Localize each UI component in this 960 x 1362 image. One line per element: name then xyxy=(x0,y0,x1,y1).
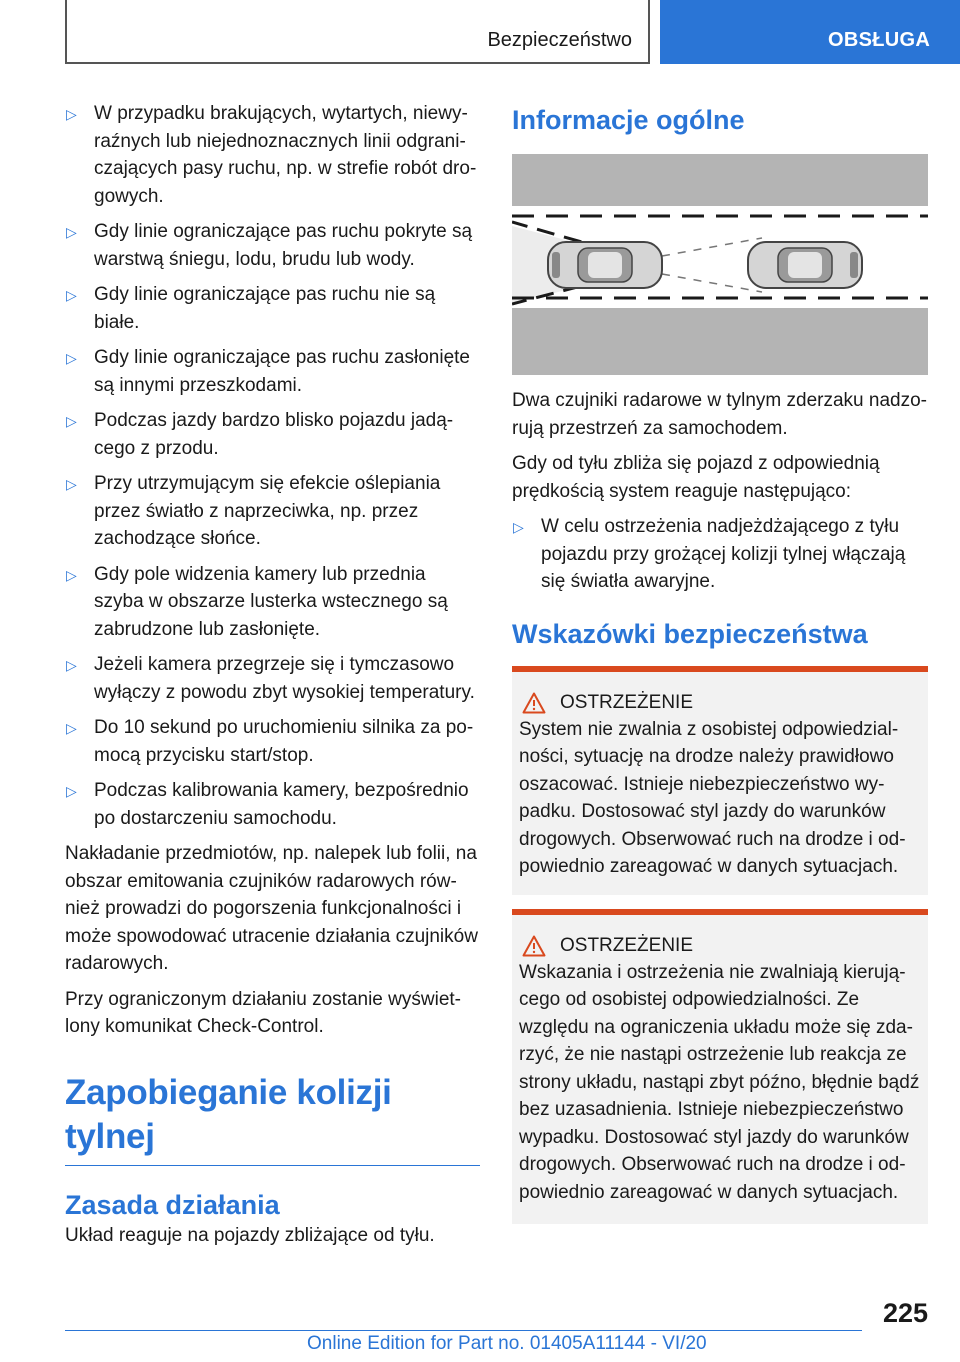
reaction-list xyxy=(512,513,928,596)
warning-box xyxy=(512,666,928,895)
list-item: ▷ Gdy linie ograniczające pas ruchu zasłonięte są innymi przeszkodami. xyxy=(66,347,470,396)
limitations-list xyxy=(65,100,480,832)
warning-triangle-icon xyxy=(522,935,546,957)
triangle-bullet-icon: ▷ xyxy=(66,287,77,303)
list-item: ▷ Gdy linie ograniczające pas ruchu pokryte są warstwą śniegu, lodu, brudu lub wody. xyxy=(66,221,473,270)
right-column xyxy=(512,100,928,1238)
triangle-bullet-icon: ▷ xyxy=(66,566,77,583)
triangle-bullet-icon: ▷ xyxy=(66,720,77,736)
list-item: ▷ Jeżeli kamera przegrzeje się i tymczasowo wyłączy z powodu zbyt wysokiej temperatury. xyxy=(66,654,475,703)
triangle-bullet-icon: ▷ xyxy=(66,350,77,366)
road-with-cars-image xyxy=(512,154,928,375)
list-item: ▷ Do 10 sekund po uruchomieniu silnika za pomocą przycisku start/stop. xyxy=(66,717,474,766)
warning-title: OSTRZEŻENIE xyxy=(560,691,694,713)
triangle-bullet-icon: ▷ xyxy=(513,519,524,535)
heading-safety-notes: Wskazówki bezpieczeństwa xyxy=(512,618,868,649)
subheading-principle: Zasada działania xyxy=(65,1189,280,1220)
header-chapter-title: OBSŁUGA xyxy=(828,29,931,51)
page-number: 225 xyxy=(882,1298,928,1328)
paragraph-sticker-note: Nakładanie przedmiotów, np. nalepek lub folii, na obszar emitowania czujników radarowych również prowadzi do pogorszenia funkcjonalności i może spowodować utracenie działania czujników radarowych. xyxy=(65,843,478,974)
header-chapter-tab[interactable] xyxy=(660,0,960,64)
paragraph-principle: Układ reaguje na pojazdy zbliżające od tyłu. xyxy=(65,1224,435,1246)
warning-text: System nie zwalnia z osobistej odpowiedzialności, sytuację na drodze należy prawidłowo oszacować. Istnieje niebezpieczeństwo wypadku. Dostosować styl jazdy do warunków drogowych. Obserwować ruch na drodze i odpowiednio zareagować w danych sytuacjach. xyxy=(519,718,906,877)
triangle-bullet-icon: ▷ xyxy=(66,476,77,492)
triangle-bullet-icon: ▷ xyxy=(66,783,77,799)
list-item: ▷ Gdy linie ograniczające pas ruchu nie są białe. xyxy=(66,284,436,333)
warning-title-row xyxy=(519,692,920,714)
footer-edition: Online Edition for Part no. 01405A11144 - VI/20 xyxy=(307,1333,707,1354)
left-column xyxy=(65,100,480,1257)
list-item: ▷ Gdy pole widzenia kamery lub przednia szyba w obszarze lusterka wstecznego są zabrudzone lub zasłonięte. xyxy=(66,563,448,640)
header-section-title: Bezpieczeństwo xyxy=(487,29,632,51)
footer-divider xyxy=(65,1330,862,1331)
list-item: ▷ Podczas jazdy bardzo blisko pojazdu jadącego z przodu. xyxy=(66,410,454,459)
list-item: ▷ Podczas kalibrowania kamery, bezpośrednio po dostarczeniu samochodu. xyxy=(66,780,469,829)
paragraph-check-control: Przy ograniczonym działaniu zostanie wyświetlony komunikat Check-Control. xyxy=(65,988,461,1037)
warning-title-row xyxy=(519,935,920,957)
warning-triangle-icon xyxy=(522,692,546,714)
section-heading-rear-collision: Zapobieganie kolizji tylnej xyxy=(65,1071,480,1166)
paragraph-system-reaction: Gdy od tyłu zbliża się pojazd z odpowiednią prędkością system reaguje następująco: xyxy=(512,453,880,502)
triangle-bullet-icon: ▷ xyxy=(66,413,77,429)
triangle-bullet-icon: ▷ xyxy=(66,106,77,122)
triangle-bullet-icon: ▷ xyxy=(66,224,77,240)
list-item: ▷ Przy utrzymującym się efekcie oślepiania przez światło z naprzeciwka, np. przez zachodzące słońce. xyxy=(66,473,441,549)
list-item: ▷ W przypadku brakujących, wytartych, niewyraźnych lub niejednoznacznych linii odgraniczających pasy ruchu, np. w strefie robót drogowych. xyxy=(66,103,477,207)
radar-illustration xyxy=(512,154,928,375)
warning-box xyxy=(512,909,928,1225)
header-section-tab xyxy=(65,0,650,64)
heading-general-info: Informacje ogólne xyxy=(512,105,745,135)
warning-title: OSTRZEŻENIE xyxy=(560,934,694,956)
paragraph-radar-sensors: Dwa czujniki radarowe w tylnym zderzaku nadzorują przestrzeń za samochodem. xyxy=(512,390,927,439)
list-item: ▷ W celu ostrzeżenia nadjeżdżającego z tyłu pojazdu przy grożącej kolizji tylnej włączają się światła awaryjne. xyxy=(513,516,906,592)
warning-text: Wskazania i ostrzeżenia nie zwalniają kierującego od osobistej odpowiedzialności. Ze względu na ograniczenia układu może się zdarzyć, że nie nastąpi ostrzeżenie lub reakcja ze strony układu, nastąpi zbyt późno, błędnie bądź bez uzasadnienia. Istnieje niebezpieczeństwo wypadku. Dostosować styl jazdy do warunków drogowych. Obserwować ruch na drodze i odpowiednio zareagować w danych sytuacjach. xyxy=(519,961,920,1203)
triangle-bullet-icon: ▷ xyxy=(66,657,77,673)
